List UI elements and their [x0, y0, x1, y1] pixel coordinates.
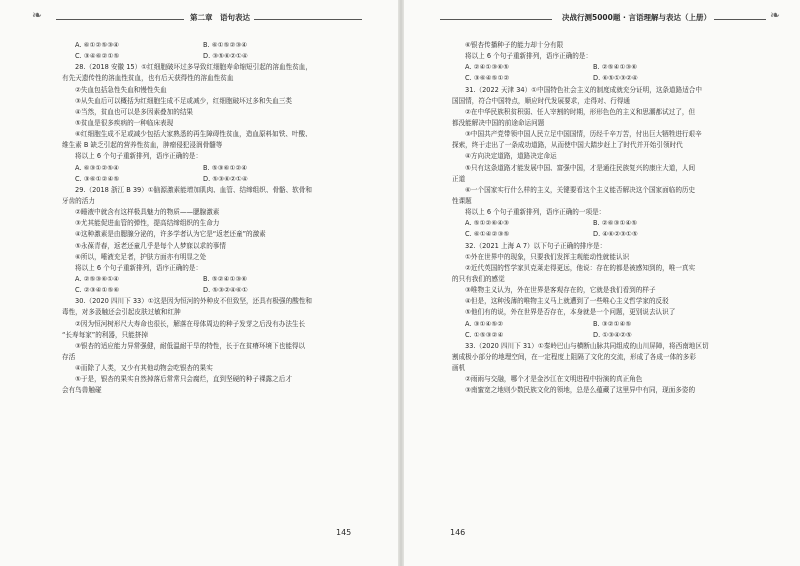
text-line: 将以上 6 个句子重新排列，语序正确的是： [465, 52, 593, 61]
answer-option: A. ⑥①②⑤③④ [75, 41, 120, 49]
text-line: 会有鸟兽触碰 [62, 386, 102, 395]
page-number: 146 [450, 528, 466, 537]
answer-option: C. ⑥①④②③⑤ [465, 230, 510, 239]
text-line: 正道 [452, 174, 466, 183]
text-line: ②在中华民族积贫积弱、任人宰割的时期，形形色色的主义和思潮都试过了，但 [465, 107, 696, 116]
text-line: “长寿每家”的利器，只能挤掉 [62, 330, 148, 339]
answer-option: D. ①③④②⑤ [593, 330, 632, 339]
text-line: 将以上 6 个句子重新排列，语序正确的一项是： [465, 208, 606, 217]
answer-option: B. ⑥①⑤②③④ [203, 41, 248, 49]
text-line: ⑤只有这条道路才能发展中国、富强中国，才是通往民族复兴的康庄大道，人间 [465, 163, 696, 172]
text-line: ④方向决定道路，道路决定命运 [465, 152, 557, 161]
text-line: 33.（2020 四川下 31）①秦岭巴山与横断山脉共同组成的山川屏障，将西南地区切 [465, 341, 709, 350]
text-line: ④但是，这种浅薄的唯物主义马上就遭到了一些唯心主义哲学家的反驳 [465, 297, 669, 306]
text-line: 28.（2018 安徽 15）①红细胞破坏过多导致红细胞寿命缩短引起的溶血性贫血， [75, 63, 312, 72]
text-line: 牙齿的活力 [62, 196, 95, 205]
answer-options-row [452, 319, 752, 330]
answer-options-row [62, 40, 360, 51]
text-line: 国国情，符合中国特点，顺应时代发展要求，走得对、行得通 [452, 96, 631, 105]
text-line: 31.（2022 天津 34）①中国特色社会主义的制度成就充分证明，这条道路适合中 [465, 85, 702, 94]
text-line: ③银杏的适应能力异常强健，耐低温耐干旱的特性，长于在贫瘠环境下也能得以 [75, 341, 306, 350]
text-line: 割成极小部分的地理空间，在一定程度上阻隔了文化的交流，形成了各成一体的多彩 [452, 352, 696, 361]
answer-options-row [62, 274, 360, 285]
text-line: 32.（2021 上海 A 7）以下句子正确的排序是： [465, 241, 607, 250]
right-header-title: 决战行测5000题 · 言语理解与表达（上册） [562, 13, 711, 22]
text-line: 有先天遗传性的溶血性贫血，也有后天获得性的溶血性贫血 [62, 74, 234, 83]
text-line: 将以上 6 个句子重新排列，语序正确的是： [75, 263, 203, 272]
text-line: ④当然，贫血也可以是多因素叠加的结果 [75, 107, 194, 116]
answer-options-row [452, 330, 752, 341]
text-line: ⑥红细胞生成不足或减少包括大家熟悉的再生障碍性贫血，造血原料如铁、叶酸、 [75, 130, 312, 139]
answer-option: B. ③②①④⑤ [593, 319, 632, 328]
text-line: ③尤其能促进血管的弹性，提高结缔组织的生命力 [75, 219, 220, 228]
answer-options-row [62, 285, 360, 296]
text-line: ③从失血后可以概括为红细胞生成不足或减少，红细胞破坏过多和失血三类 [75, 96, 292, 105]
text-line: ①外在世界中的现象，只要我们发挥主观能动性就能认识 [465, 252, 630, 261]
answer-option: D. ③⑤⑥②①④ [203, 52, 248, 61]
answer-option: B. ②⑥③①④⑤ [593, 219, 638, 228]
leaf-ornament-icon: ❧ [32, 8, 43, 22]
answer-option: D. ⑤③⑥②①④ [203, 174, 248, 183]
text-line: ⑤贫血是很多疾病的一种临床表现 [75, 118, 174, 127]
answer-option: A. ③①④⑤② [465, 319, 504, 328]
text-line: ②因为恒河树形尺大寿命也很长，解落在母体周边的种子发芽之后没有办法生长 [75, 319, 306, 328]
answer-options-row [62, 174, 360, 185]
text-line: ⑤永葆青春，返老还童几乎是每个人梦寐以求的事情 [75, 241, 226, 250]
answer-option: D. ④⑥②③①⑤ [593, 230, 638, 239]
text-line: ③南蜜宽之地则少数民族文化的领地，总是么蕴藏了这里异中有同，现面多姿的 [465, 386, 696, 395]
text-line: ③中国共产党带领中国人民立足中国国情，历经千辛万苦，付出巨大牺牲进行艰辛 [465, 130, 702, 139]
text-line: ⑥一个国家实行什么样的主义，关键要看这个主义能否解决这个国家面临的历史 [465, 185, 696, 194]
text-line: 的只有我们的感觉 [452, 274, 505, 283]
answer-options-row [452, 218, 752, 229]
answer-option: A. ②④①③⑥⑤ [465, 63, 510, 72]
answer-option: C. ②③④①⑤⑥ [75, 286, 120, 295]
text-line: 探索，终于走出了一条成功道路，从而使中国大踏步赶上了时代并开始引领时代 [452, 141, 683, 150]
text-line: ③唯物主义认为，外在世界是客观存在的，它就是我们看到的样子 [465, 286, 656, 295]
right-page-body [452, 40, 752, 397]
header-rule-right [714, 19, 766, 20]
answer-options-row [452, 229, 752, 240]
text-line: ②近代英国的哲学家贝克莱走得更远，他说：存在的都是被感知到的，唯一真实 [465, 263, 696, 272]
text-line: ④而除了人类，又少有其他动物会吃银杏的果实 [75, 364, 213, 373]
answer-option: A. ⑥③①②⑤④ [75, 163, 120, 172]
answer-option: C. ③⑥④⑤①② [465, 74, 510, 83]
answer-option: C. ①⑤③②④ [465, 330, 504, 339]
text-line: 毒性，对多汲触还会引起皮肤过敏和红肿 [62, 308, 181, 317]
left-page-body [62, 40, 360, 397]
text-line: 画机 [452, 364, 466, 373]
header-rule-left [56, 19, 184, 20]
right-page [404, 0, 800, 566]
answer-option: D. ⑥⑤①③②④ [593, 74, 638, 83]
answer-options-row [62, 51, 360, 62]
answer-option: B. ②⑤④①③⑥ [593, 63, 638, 72]
answer-options-row [452, 62, 752, 73]
answer-option: C. ③⑥①②④⑤ [75, 174, 120, 183]
answer-option: A. ②⑤③⑥①④ [75, 274, 120, 283]
answer-options-row [452, 73, 752, 84]
text-line: 都没能解决中国的前途命运问题 [452, 118, 545, 127]
text-line: 存活 [62, 352, 76, 361]
text-line: ②失血包括急性失血和慢性失血 [75, 85, 167, 94]
text-line: 30.（2020 四川下 33）①这是因为恒河的外种皮不但致坚，还具有极强的酸性和 [75, 297, 312, 306]
text-line: ④这种激素是由腮腺分泌的，许多学者认为它是“返老还童”的激素 [75, 230, 266, 239]
leaf-ornament-icon: ❧ [770, 8, 781, 22]
answer-option: D. ⑤③②④⑥① [203, 286, 248, 295]
page-number: 145 [336, 528, 352, 537]
text-line: 29.（2018 浙江 B 39）①脑源激素能增加肌肉、血管、结缔组织、骨骼、软骨和 [75, 185, 313, 194]
left-header-title: 第二章 语句表达 [190, 13, 250, 22]
header-rule-left [440, 19, 552, 20]
text-line: ②睡液中就含有这样极具魅力的物质——腮腺激素 [75, 208, 220, 217]
text-line: 性课题 [452, 196, 472, 205]
answer-options-row [62, 163, 360, 174]
text-line: ⑥所以，唾液充足者，护肤方面亦有明显之处 [75, 252, 207, 261]
text-line: 将以上 6 个句子重新排列，语序正确的是： [75, 152, 203, 161]
text-line: ⑤于是，银杏的果实自然掉落后常常只会腐烂，直到坚硬的种子裸露之后才 [75, 375, 292, 384]
text-line: 维生素 B 缺乏引起的营养性贫血，肿瘤侵犯浸润骨髓等 [62, 141, 223, 150]
answer-option: B. ⑤②④①③⑥ [203, 274, 248, 283]
answer-option: B. ⑤③⑥①②④ [203, 163, 248, 172]
text-line: ②雨雨与交融，哪个才是金沙江在文明进程中扮演的真正角色 [465, 375, 643, 384]
text-line: ⑤他们有的说，外在世界是否存在，本身就是一个问题，更别说去认识了 [465, 308, 676, 317]
answer-option: A. ⑤①②⑥④③ [465, 219, 510, 228]
header-rule-right [254, 19, 362, 20]
left-page [0, 0, 398, 566]
answer-option: C. ③④⑥②①⑤ [75, 52, 120, 61]
text-line: ⑥银杏传播种子的能力却十分有限 [465, 41, 564, 49]
